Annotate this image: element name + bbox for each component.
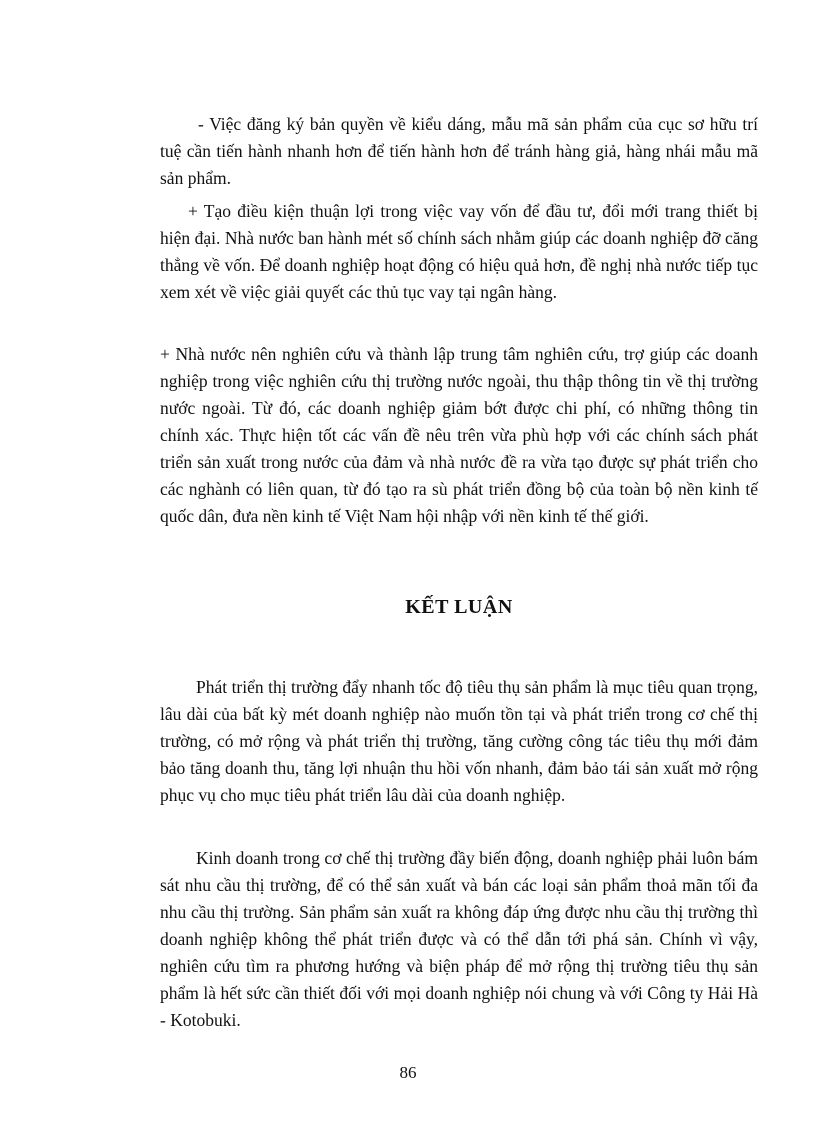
paragraph-conclusion-market-development: Phát triển thị trường đẩy nhanh tốc độ tiêu thụ sản phẩm là mục tiêu quan trọng, lâu dài của bất kỳ mét doanh nghiệp nào muốn tồn tại và phát triển trong cơ chế thị trường, có mở rộng và phát triển thị trường, tăng cường công tác tiêu thụ mới đảm bảo tăng doanh thu, tăng lợi nhuận thu hồi vốn nhanh, đảm bảo tái sản xuất mở rộng phục vụ cho mục tiêu phát triển lâu dài của doanh nghiệp. [160, 677, 758, 805]
section-heading-conclusion: KẾT LUẬN [405, 596, 513, 618]
paragraph-conclusion-market-demand: Kinh doanh trong cơ chế thị trường đầy biến động, doanh nghiệp phải luôn bám sát nhu cầu thị trường, để có thể sản xuất và bán các loại sản phẩm thoả mãn tối đa nhu cầu thị trường. Sản phẩm sản xuất ra không đáp ứng được nhu cầu thị trường thì doanh nghiệp không thể phát triển được và có thể dẫn tới phá sản. Chính vì vậy, nghiên cứu tìm ra phương hướng và biện pháp để mở rộng thị trường tiêu thụ sản phẩm là hết sức cần thiết đối với mọi doanh nghiệp nói chung và với Công ty Hải Hà - Kotobuki. [160, 848, 758, 1030]
paragraph-copyright-registration: - Việc đăng ký bản quyền về kiểu dáng, mẫu mã sản phẩm của cục sơ hữu trí tuệ cần tiến hành nhanh hơn để tiến hành hơn để tránh hàng giả, hàng nhái mẫu mã sản phẩm. [160, 114, 758, 188]
paragraph-research-center: + Nhà nước nên nghiên cứu và thành lập trung tâm nghiên cứu, trợ giúp các doanh nghiệp trong việc nghiên cứu thị trường nước ngoài, thu thập thông tin về thị trường nước ngoài. Từ đó, các doanh nghiệp giảm bớt được chi phí, có những thông tin chính xác. Thực hiện tốt các vấn đề nêu trên vừa phù hợp với các chính sách phát triển sản xuất trong nước của đảm và nhà nước đề ra vừa tạo được sự phát triển cho các nghành có liên quan, từ đó tạo ra sù phát triển đồng bộ của toàn bộ nền kinh tế quốc dân, đưa nền kinh tế Việt Nam hội nhập với nền kinh tế thế giới. [160, 344, 758, 526]
page-number: 86 [399, 1063, 417, 1082]
paragraph-loan-support: + Tạo điều kiện thuận lợi trong việc vay vốn để đầu tư, đổi mới trang thiết bị hiện đại. Nhà nước ban hành mét số chính sách nhằm giúp các doanh nghiệp đỡ căng thẳng về vốn. Để doanh nghiệp hoạt động có hiệu quả hơn, đề nghị nhà nước tiếp tục xem xét về việc giải quyết các thủ tục vay tại ngân hàng. [160, 201, 758, 302]
